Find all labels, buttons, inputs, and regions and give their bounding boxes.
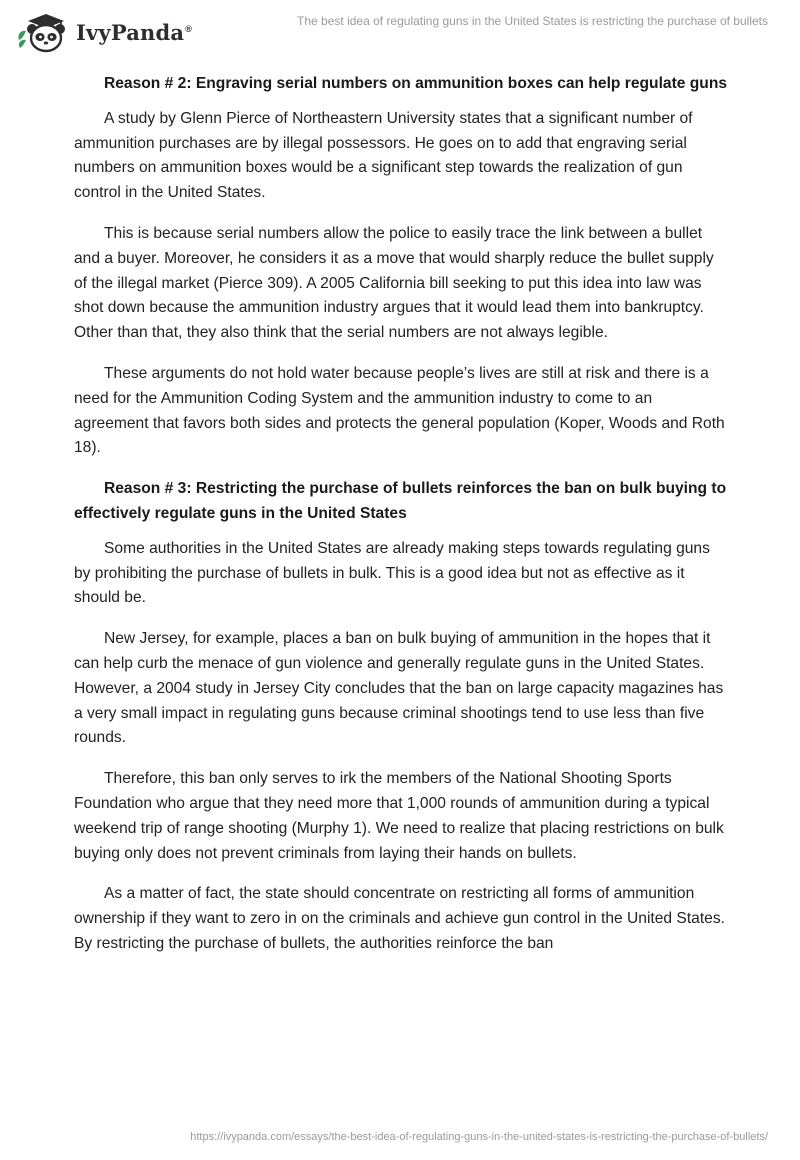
paragraph: This is because serial numbers allow the police to easily trace the link between a bullet and a buyer. Moreover, he considers it as a move that would sharply reduce the bullet supply of the illegal market (Pierce 309). A 2005 California bill seeking to put this idea into law was shot down because the ammunition industry argues that it would lead them into bankruptcy. Other than that, they also think that the serial numbers are not always legible.	[74, 224, 714, 342]
essay-body	[74, 72, 729, 973]
ivypanda-logo[interactable]	[16, 10, 192, 54]
source-url-link[interactable]: https://ivypanda.com/essays/the-best-idea-of-regulating-guns-in-the-united-states-is-restricting-the-purchase-of-bullets/	[190, 1131, 768, 1143]
panda-graduate-icon	[16, 10, 72, 54]
paragraph: Therefore, this ban only serves to irk the members of the National Shooting Sports Foundation who argue that they need more that 1,000 rounds of ammunition during a typical weekend trip of range shooting (Murphy 1). We need to realize that placing restrictions on bulk buying only does not prevent criminals from laying their hands on bullets.	[74, 770, 724, 862]
logo-wordmark: IvyPanda®	[76, 19, 193, 45]
section-heading: Reason # 3: Restricting the purchase of bullets reinforces the ban on bulk buying to effectively regulate guns in the United States	[74, 480, 727, 522]
page-header	[0, 0, 800, 60]
paragraph: New Jersey, for example, places a ban on bulk buying of ammunition in the hopes that it can help curb the menace of gun violence and generally regulate guns in the United States. However, a 2004 study in Jersey City concludes that the ban on large capacity magazines has a very small impact in regulating guns because criminal shootings tend to use less than five rounds.	[74, 630, 724, 747]
paragraph: A study by Glenn Pierce of Northeastern University states that a significant number of ammunition purchases are by illegal possessors. He goes on to add that engraving serial numbers on ammunition boxes would be a significant step towards the realization of gun control in the United States.	[74, 109, 693, 202]
paragraph: These arguments do not hold water because people’s lives are still at risk and there is a need for the Ammunition Coding System and the ammunition industry to come to an agreement that favors both sides and protects the general population (Koper, Woods and Roth 18).	[74, 364, 725, 457]
running-title: The best idea of regulating guns in the United States is restricting the purchase of bullets	[297, 14, 768, 28]
section-heading: Reason # 2: Engraving serial numbers on ammunition boxes can help regulate guns	[104, 75, 728, 92]
paragraph: As a matter of fact, the state should concentrate on restricting all forms of ammunition ownership if they want to zero in on the criminals and achieve gun control in the United States. By restricting the purchase of bullets, the authorities reinforce the ban	[74, 885, 725, 952]
paragraph: Some authorities in the United States are already making steps towards regulating guns by prohibiting the purchase of bullets in bulk. This is a good idea but not as effective as it should be.	[74, 539, 710, 607]
